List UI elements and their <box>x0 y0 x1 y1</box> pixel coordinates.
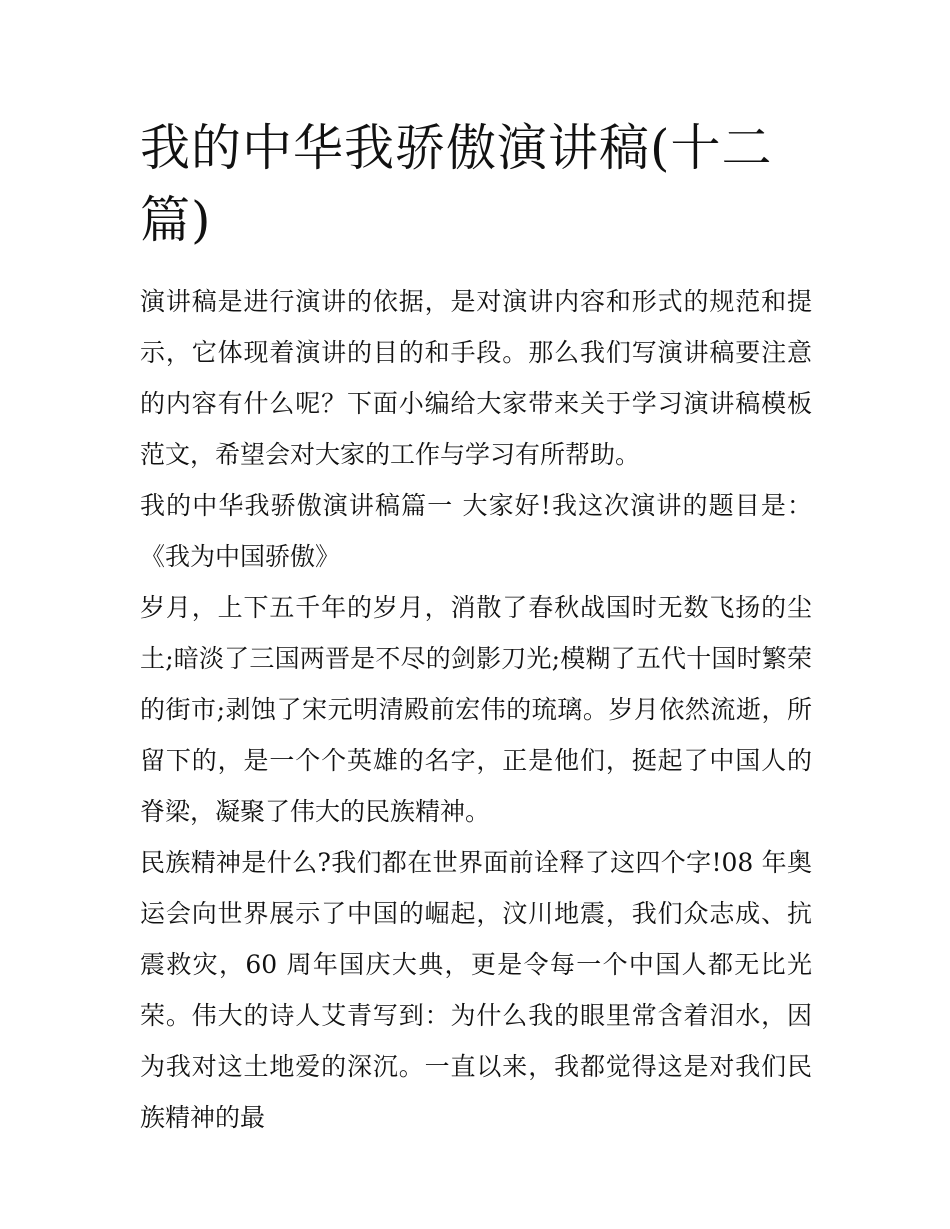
paragraph-intro: 演讲稿是进行演讲的依据，是对演讲内容和形式的规范和提示，它体现着演讲的目的和手段。那么我们写演讲稿要注意的内容有什么呢？下面小编给大家带来关于学习演讲稿模板范文，希望会对大家的工作与学习有所帮助。 <box>140 287 812 469</box>
document-body <box>140 276 812 1143</box>
paragraph-years: 岁月，上下五千年的岁月，消散了春秋战国时无数飞扬的尘土;暗淡了三国两晋是不尽的剑影刀光;模糊了五代十国时繁荣的街市;剥蚀了宋元明清殿前宏伟的琉璃。岁月依然流逝，所留下的，是一个个英雄的名字，正是他们，挺起了中国人的脊梁，凝聚了伟大的民族精神。 <box>140 593 812 826</box>
paragraph-national-spirit: 民族精神是什么?我们都在世界面前诠释了这四个字!08 年奥运会向世界展示了中国的崛起，汶川地震，我们众志成、抗震救灾，60 周年国庆大典，更是令每一个中国人都无比光荣。伟大的诗人艾青写到：为什么我的眼里常含着泪水，因为我对这土地爱的深沉。一直以来，我都觉得这是对我们民族精神的最 <box>140 848 812 1132</box>
paragraph-speech-heading: 我的中华我骄傲演讲稿篇一 大家好!我这次演讲的题目是：《我为中国骄傲》 <box>140 491 812 571</box>
page-title: 我的中华我骄傲演讲稿(十二篇) <box>140 119 773 249</box>
